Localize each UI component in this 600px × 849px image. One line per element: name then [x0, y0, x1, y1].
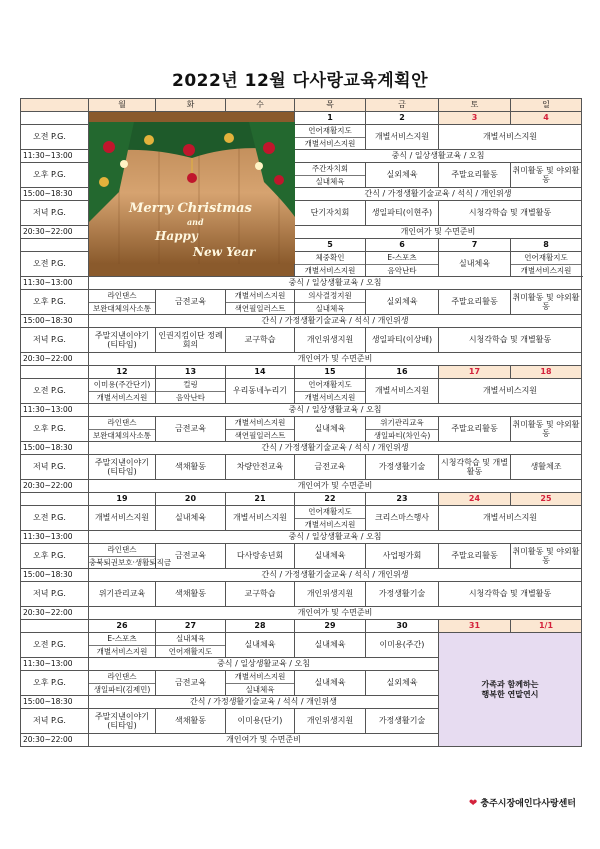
activity-cell: 주말요리활동 — [439, 417, 511, 442]
time-label: 15:00~18:30 — [21, 569, 89, 582]
activity-cell: 주말지낸이야기 (티타임) — [89, 709, 156, 734]
activity-cell: 언어재활지도 개별서비스지원 — [295, 379, 366, 404]
date-cell: 8 — [511, 239, 582, 252]
date-cell: 30 — [366, 620, 439, 633]
activity-cell: 개인위생지원 — [295, 328, 366, 353]
time-label: 15:00~18:30 — [21, 696, 89, 709]
date-cell: 13 — [156, 366, 226, 379]
date-cell: 15 — [295, 366, 366, 379]
date-cell: 7 — [439, 239, 511, 252]
activity-cell: 주말지낸이야기 (티타임) — [89, 328, 156, 353]
row-label-ev: 저녁 P.G. — [21, 201, 89, 226]
xmas-line3: Happy — [155, 228, 198, 243]
week2-night — [21, 353, 582, 366]
activity-cell: 위기관리교육 생일파티(차인숙) — [366, 417, 439, 442]
row-label-ev: 저녁 P.G. — [21, 455, 89, 480]
activity-cell: 금전교육 — [156, 544, 226, 569]
activity-cell: 개별서비스지원 색연필일러스트 — [226, 417, 295, 442]
week5-dates — [21, 620, 582, 633]
family-line2: 행복한 연말연시 — [481, 689, 539, 699]
row-label-am: 오전 P.G. — [21, 125, 89, 150]
week4-snack — [21, 569, 582, 582]
week3-dates — [21, 366, 582, 379]
week3-pm — [21, 417, 582, 442]
date-cell: 1/1 — [511, 620, 582, 633]
activity-cell: 실내체육 — [295, 633, 366, 658]
activity-cell: 생일파티(이상배) — [366, 328, 439, 353]
common-activity: 간식 / 가정생활기술교육 / 석식 / 개인위생 — [295, 188, 582, 201]
weekday-sat: 토 — [439, 99, 511, 112]
activity-cell: 의사결정지원 실내체육 — [295, 290, 366, 315]
date-cell: 27 — [156, 620, 226, 633]
common-activity: 간식 / 가정생활기술교육 / 석식 / 개인위생 — [89, 569, 582, 582]
time-label: 20:30~22:00 — [21, 734, 89, 747]
activity-cell: 언어재활지도 개별서비스지원 — [511, 252, 582, 277]
activity-cell: 실내체육 — [156, 506, 226, 531]
page-title: 2022년 12월 다사랑교육계획안 — [171, 71, 429, 91]
activity-cell: 교구학습 — [226, 328, 295, 353]
weekday-header — [21, 99, 582, 112]
activity-cell: 개별서비스지원 실내체육 — [226, 671, 295, 696]
activity-cell: 실외체육 — [366, 163, 439, 188]
activity-cell: 가정생활기술 — [366, 455, 439, 480]
activity-cell: 개별서비스지원 색연필일러스트 — [226, 290, 295, 315]
date-cell: 21 — [226, 493, 295, 506]
date-cell: 14 — [226, 366, 295, 379]
week2-pm — [21, 290, 582, 315]
weekday-thu: 목 — [295, 99, 366, 112]
activity-cell: 실내체육 — [295, 544, 366, 569]
row-label-pm: 오후 P.G. — [21, 163, 89, 188]
weekday-tue: 화 — [156, 99, 226, 112]
week2-ev — [21, 328, 582, 353]
activity-cell: 언어재활지도 개별서비스지원 — [295, 506, 366, 531]
weekday-fri: 금 — [366, 99, 439, 112]
date-cell: 3 — [439, 112, 511, 125]
activity-cell: 실내체육 — [226, 633, 295, 658]
date-cell: 23 — [366, 493, 439, 506]
time-label: 11:30~13:00 — [21, 531, 89, 544]
common-activity: 개인여가 및 수면준비 — [89, 353, 582, 366]
activity-cell: 개별서비스지원 — [439, 506, 582, 531]
date-cell: 1 — [295, 112, 366, 125]
week3-night — [21, 480, 582, 493]
activity-cell: 주말요리활동 — [439, 290, 511, 315]
activity-cell: 라인댄스 충북퇴권보호·생활퇴직금 — [89, 545, 172, 567]
common-activity: 중식 / 일상생활교육 / 오침 — [89, 531, 582, 544]
date-cell: 17 — [439, 366, 511, 379]
activity-cell: 실외체육 — [366, 671, 439, 696]
date-cell: 5 — [295, 239, 366, 252]
date-cell: 6 — [366, 239, 439, 252]
activity-cell: 시청각학습 및 개별활동 — [439, 201, 582, 226]
activity-cell: 취미활동 및 야외활동 — [511, 290, 582, 315]
date-cell: 29 — [295, 620, 366, 633]
activity-cell: 체중확인 개별서비스지원 — [295, 252, 366, 277]
activity-cell: 금전교육 — [295, 455, 366, 480]
activity-cell: 실내체육 — [295, 417, 366, 442]
week3-am — [21, 379, 582, 404]
activity-cell: 라인댄스 보완대체의사소통 — [89, 290, 156, 315]
row-label-am: 오전 P.G. — [21, 379, 89, 404]
activity-cell: 라인댄스 생일파티(김제민) — [89, 671, 156, 696]
activity-cell: 취미활동 및 야외활동 — [511, 544, 582, 569]
row-label-am: 오전 P.G. — [21, 506, 89, 531]
date-cell: 25 — [511, 493, 582, 506]
weekday-sun: 일 — [511, 99, 582, 112]
row-label-pm: 오후 P.G. — [21, 671, 89, 696]
week4-night — [21, 607, 582, 620]
activity-cell: 인권지킴이단 정례회의 — [156, 328, 226, 353]
time-label: 20:30~22:00 — [21, 480, 89, 493]
date-cell: 19 — [89, 493, 156, 506]
date-cell: 22 — [295, 493, 366, 506]
activity-cell: 실내체육 언어재활지도 — [156, 633, 226, 658]
weekday-wed: 수 — [226, 99, 295, 112]
activity-cell: 실외체육 — [366, 290, 439, 315]
xmas-line1: Merry Christmas — [129, 200, 252, 216]
activity-cell: 취미활동 및 야외활동 — [511, 163, 582, 188]
date-cell: 24 — [439, 493, 511, 506]
activity-cell: 개별서비스지원 — [366, 125, 439, 150]
time-label: 15:00~18:30 — [21, 442, 89, 455]
activity-cell: 색채활동 — [156, 709, 226, 734]
activity-cell: 실내체육 — [439, 252, 511, 277]
date-cell: 16 — [366, 366, 439, 379]
common-activity: 간식 / 가정생활기술교육 / 석식 / 개인위생 — [89, 696, 439, 709]
week5-am — [21, 633, 582, 658]
week2-lunch — [21, 277, 582, 290]
family-line1: 가족과 함께하는 — [481, 680, 539, 690]
xmas-line2: and — [187, 216, 204, 227]
common-activity: 개인여가 및 수면준비 — [89, 734, 439, 747]
row-label-am: 오전 P.G. — [21, 633, 89, 658]
activity-cell: 주말지낸이야기 (티타임) — [89, 455, 156, 480]
week3-ev — [21, 455, 582, 480]
activity-cell: 개별서비스지원 — [439, 125, 582, 150]
date-cell: 26 — [89, 620, 156, 633]
activity-cell: 생일파티(이현주) — [366, 201, 439, 226]
activity-cell: 크리스마스행사 — [366, 506, 439, 531]
common-activity: 중식 / 일상생활교육 / 오침 — [89, 404, 582, 417]
time-label: 20:30~22:00 — [21, 353, 89, 366]
family-message — [439, 633, 582, 747]
date-cell: 20 — [156, 493, 226, 506]
row-label-pm: 오후 P.G. — [21, 544, 89, 569]
common-activity: 중식 / 일상생활교육 / 오침 — [89, 658, 439, 671]
date-cell: 4 — [511, 112, 582, 125]
activity-cell: 언어재활지도 개별서비스지원 — [295, 125, 366, 150]
activity-cell: 가정생활기술 — [366, 709, 439, 734]
date-cell: 18 — [511, 366, 582, 379]
date-cell: 28 — [226, 620, 295, 633]
activity-cell: 개인위생지원 — [295, 709, 366, 734]
common-activity: 개인여가 및 수면준비 — [295, 226, 582, 239]
time-label: 20:30~22:00 — [21, 226, 89, 239]
activity-cell: 개별서비스지원 — [366, 379, 439, 404]
common-activity: 개인여가 및 수면준비 — [89, 607, 582, 620]
activity-cell: 개별서비스지원 — [439, 379, 582, 404]
activity-cell: 다사랑송년회 — [226, 544, 295, 569]
week1-dates — [21, 112, 582, 125]
activity-cell: 이미용(주간단기) 개별서비스지원 — [89, 379, 156, 404]
week4-ev — [21, 582, 582, 607]
week4-pm — [21, 544, 582, 569]
common-activity: 간식 / 가정생활기술교육 / 석식 / 개인위생 — [89, 442, 582, 455]
common-activity: 중식 / 일상생활교육 / 오침 — [89, 277, 582, 290]
activity-cell: 교구학습 — [226, 582, 295, 607]
activity-cell: 사업평가회 — [366, 544, 439, 569]
activity-cell: 단기자치회 — [295, 201, 366, 226]
week2-snack — [21, 315, 582, 328]
row-label-pm: 오후 P.G. — [21, 417, 89, 442]
time-label: 11:30~13:00 — [21, 658, 89, 671]
activity-cell: 위기관리교육 — [89, 582, 156, 607]
week4-dates — [21, 493, 582, 506]
date-cell: 31 — [439, 620, 511, 633]
time-label: 20:30~22:00 — [21, 607, 89, 620]
week4-lunch — [21, 531, 582, 544]
christmas-wreath-image — [89, 122, 295, 264]
xmas-line4: New Year — [193, 244, 256, 259]
row-label-ev: 저녁 P.G. — [21, 709, 89, 734]
activity-cell: 이미용(단기) — [226, 709, 295, 734]
weekday-mon: 월 — [89, 99, 156, 112]
week3-lunch — [21, 404, 582, 417]
activity-cell: 컬링 음악난타 — [156, 379, 226, 404]
activity-cell: 주간자치회 실내체육 — [295, 163, 366, 188]
activity-cell: 이미용(주간) — [366, 633, 439, 658]
activity-cell: 색채활동 — [156, 582, 226, 607]
time-label: 11:30~13:00 — [21, 404, 89, 417]
time-label: 11:30~13:00 — [21, 277, 89, 290]
week3-snack — [21, 442, 582, 455]
row-label-am: 오전 P.G. — [21, 252, 89, 277]
date-cell: 12 — [89, 366, 156, 379]
row-label-pm: 오후 P.G. — [21, 290, 89, 315]
christmas-picture — [89, 112, 295, 277]
activity-cell: 개별서비스지원 — [226, 506, 295, 531]
date-cell: 2 — [366, 112, 439, 125]
activity-cell: 금전교육 — [156, 290, 226, 315]
activity-cell: 생활체조 — [511, 455, 582, 480]
activity-cell: 금전교육 — [156, 671, 226, 696]
activity-cell: 우리동네누리기 — [226, 379, 295, 404]
time-label: 11:30~13:00 — [21, 150, 89, 163]
activity-cell: 시청각학습 및 개별활동 — [439, 582, 582, 607]
activity-cell: 주말요리활동 — [439, 544, 511, 569]
calendar-table — [20, 98, 582, 747]
activity-cell: E-스포츠 음악난타 — [366, 252, 439, 277]
time-label: 15:00~18:30 — [21, 315, 89, 328]
activity-cell: 개인위생지원 — [295, 582, 366, 607]
activity-cell: 색채활동 — [156, 455, 226, 480]
activity-cell: 가정생활기술 — [366, 582, 439, 607]
activity-cell: 시청각학습 및 개별활동 — [439, 455, 511, 480]
activity-cell: 실내체육 — [295, 671, 366, 696]
activity-cell: E-스포츠 개별서비스지원 — [89, 633, 156, 658]
heart-logo-icon: ❤ — [468, 798, 478, 809]
common-activity: 중식 / 일상생활교육 / 오침 — [295, 150, 582, 163]
center-name: 충주시장애인다사랑센터 — [480, 799, 576, 809]
common-activity: 개인여가 및 수면준비 — [89, 480, 582, 493]
activity-cell: 취미활동 및 야외활동 — [511, 417, 582, 442]
activity-cell: 차량안전교육 — [226, 455, 295, 480]
row-label-ev: 저녁 P.G. — [21, 328, 89, 353]
week4-am — [21, 506, 582, 531]
row-label-ev: 저녁 P.G. — [21, 582, 89, 607]
activity-cell: 금전교육 — [156, 417, 226, 442]
activity-cell: 라인댄스 보완대체의사소통 — [89, 417, 156, 442]
activity-cell: 주말요리활동 — [439, 163, 511, 188]
footer — [469, 796, 576, 809]
activity-cell: 개별서비스지원 — [89, 506, 156, 531]
common-activity: 간식 / 가정생활기술교육 / 석식 / 개인위생 — [89, 315, 582, 328]
activity-cell: 시청각학습 및 개별활동 — [439, 328, 582, 353]
time-label: 15:00~18:30 — [21, 188, 89, 201]
